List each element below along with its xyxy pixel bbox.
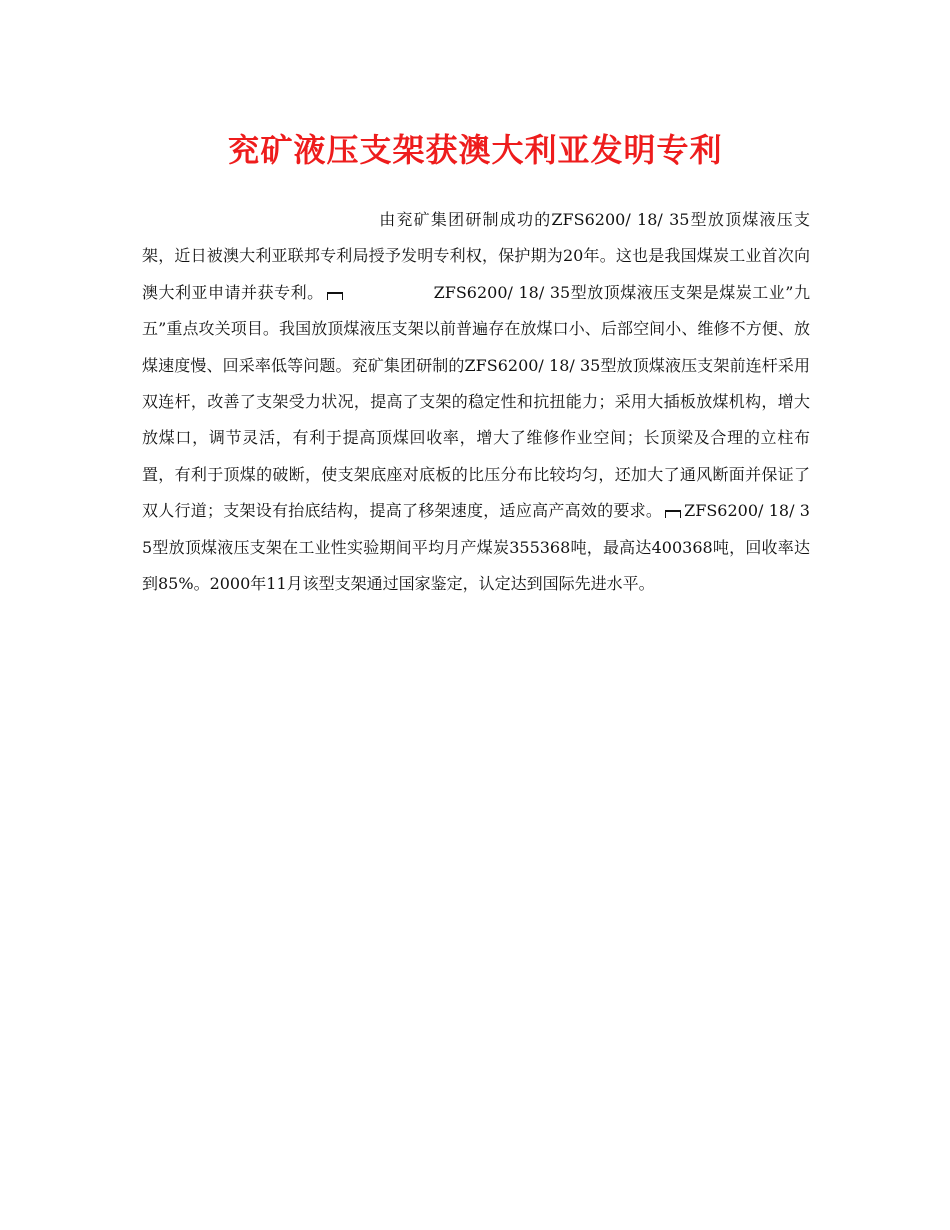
paragraph-mark-icon: [665, 510, 681, 518]
paragraph-1: 由兖矿集团研制成功的ZFS6200/ 18/ 35型放顶煤液压支架，近日被澳大利亚联邦专利局授予发明专利权，保护期为20年。这也是我国煤炭工业首次向澳大利亚申请并获专利。: [142, 210, 810, 302]
document-title: 兖矿液压支架获澳大利亚发明专利: [227, 131, 723, 169]
paragraph-mark-icon: [327, 292, 343, 300]
document-body: [142, 202, 810, 602]
paragraph-3: ZFS6200/ 18/ 35型放顶煤液压支架在工业性实验期间平均月产煤炭355368吨，最高达400368吨，回收率达到85%。2000年11月该型支架通过国家鉴定，认定达到国际先进水平。: [142, 501, 810, 594]
paragraph-2: ZFS6200/ 18/ 35型放顶煤液压支架是煤炭工业”九五”重点攻关项目。我国放顶煤液压支架以前普遍存在放煤口小、后部空间小、维修不方便、放煤速度慢、回采率低等问题。兖矿集团研制的ZFS6200/ 18/ 35型放顶煤液压支架前连杆采用双连杆，改善了支架受力状况，提高了支架的稳定性和抗扭能力；采用大插板放煤机构，增大放煤口，调节灵活，有利于提高顶煤回收率，增大了维修作业空间；长顶梁及合理的立柱布置，有利于顶煤的破断，使支架底座对底板的比压分布比较均匀，还加大了通风断面并保证了双人行道；支架设有抬底结构，提高了移架速度，适应高产高效的要求。: [142, 282, 810, 521]
